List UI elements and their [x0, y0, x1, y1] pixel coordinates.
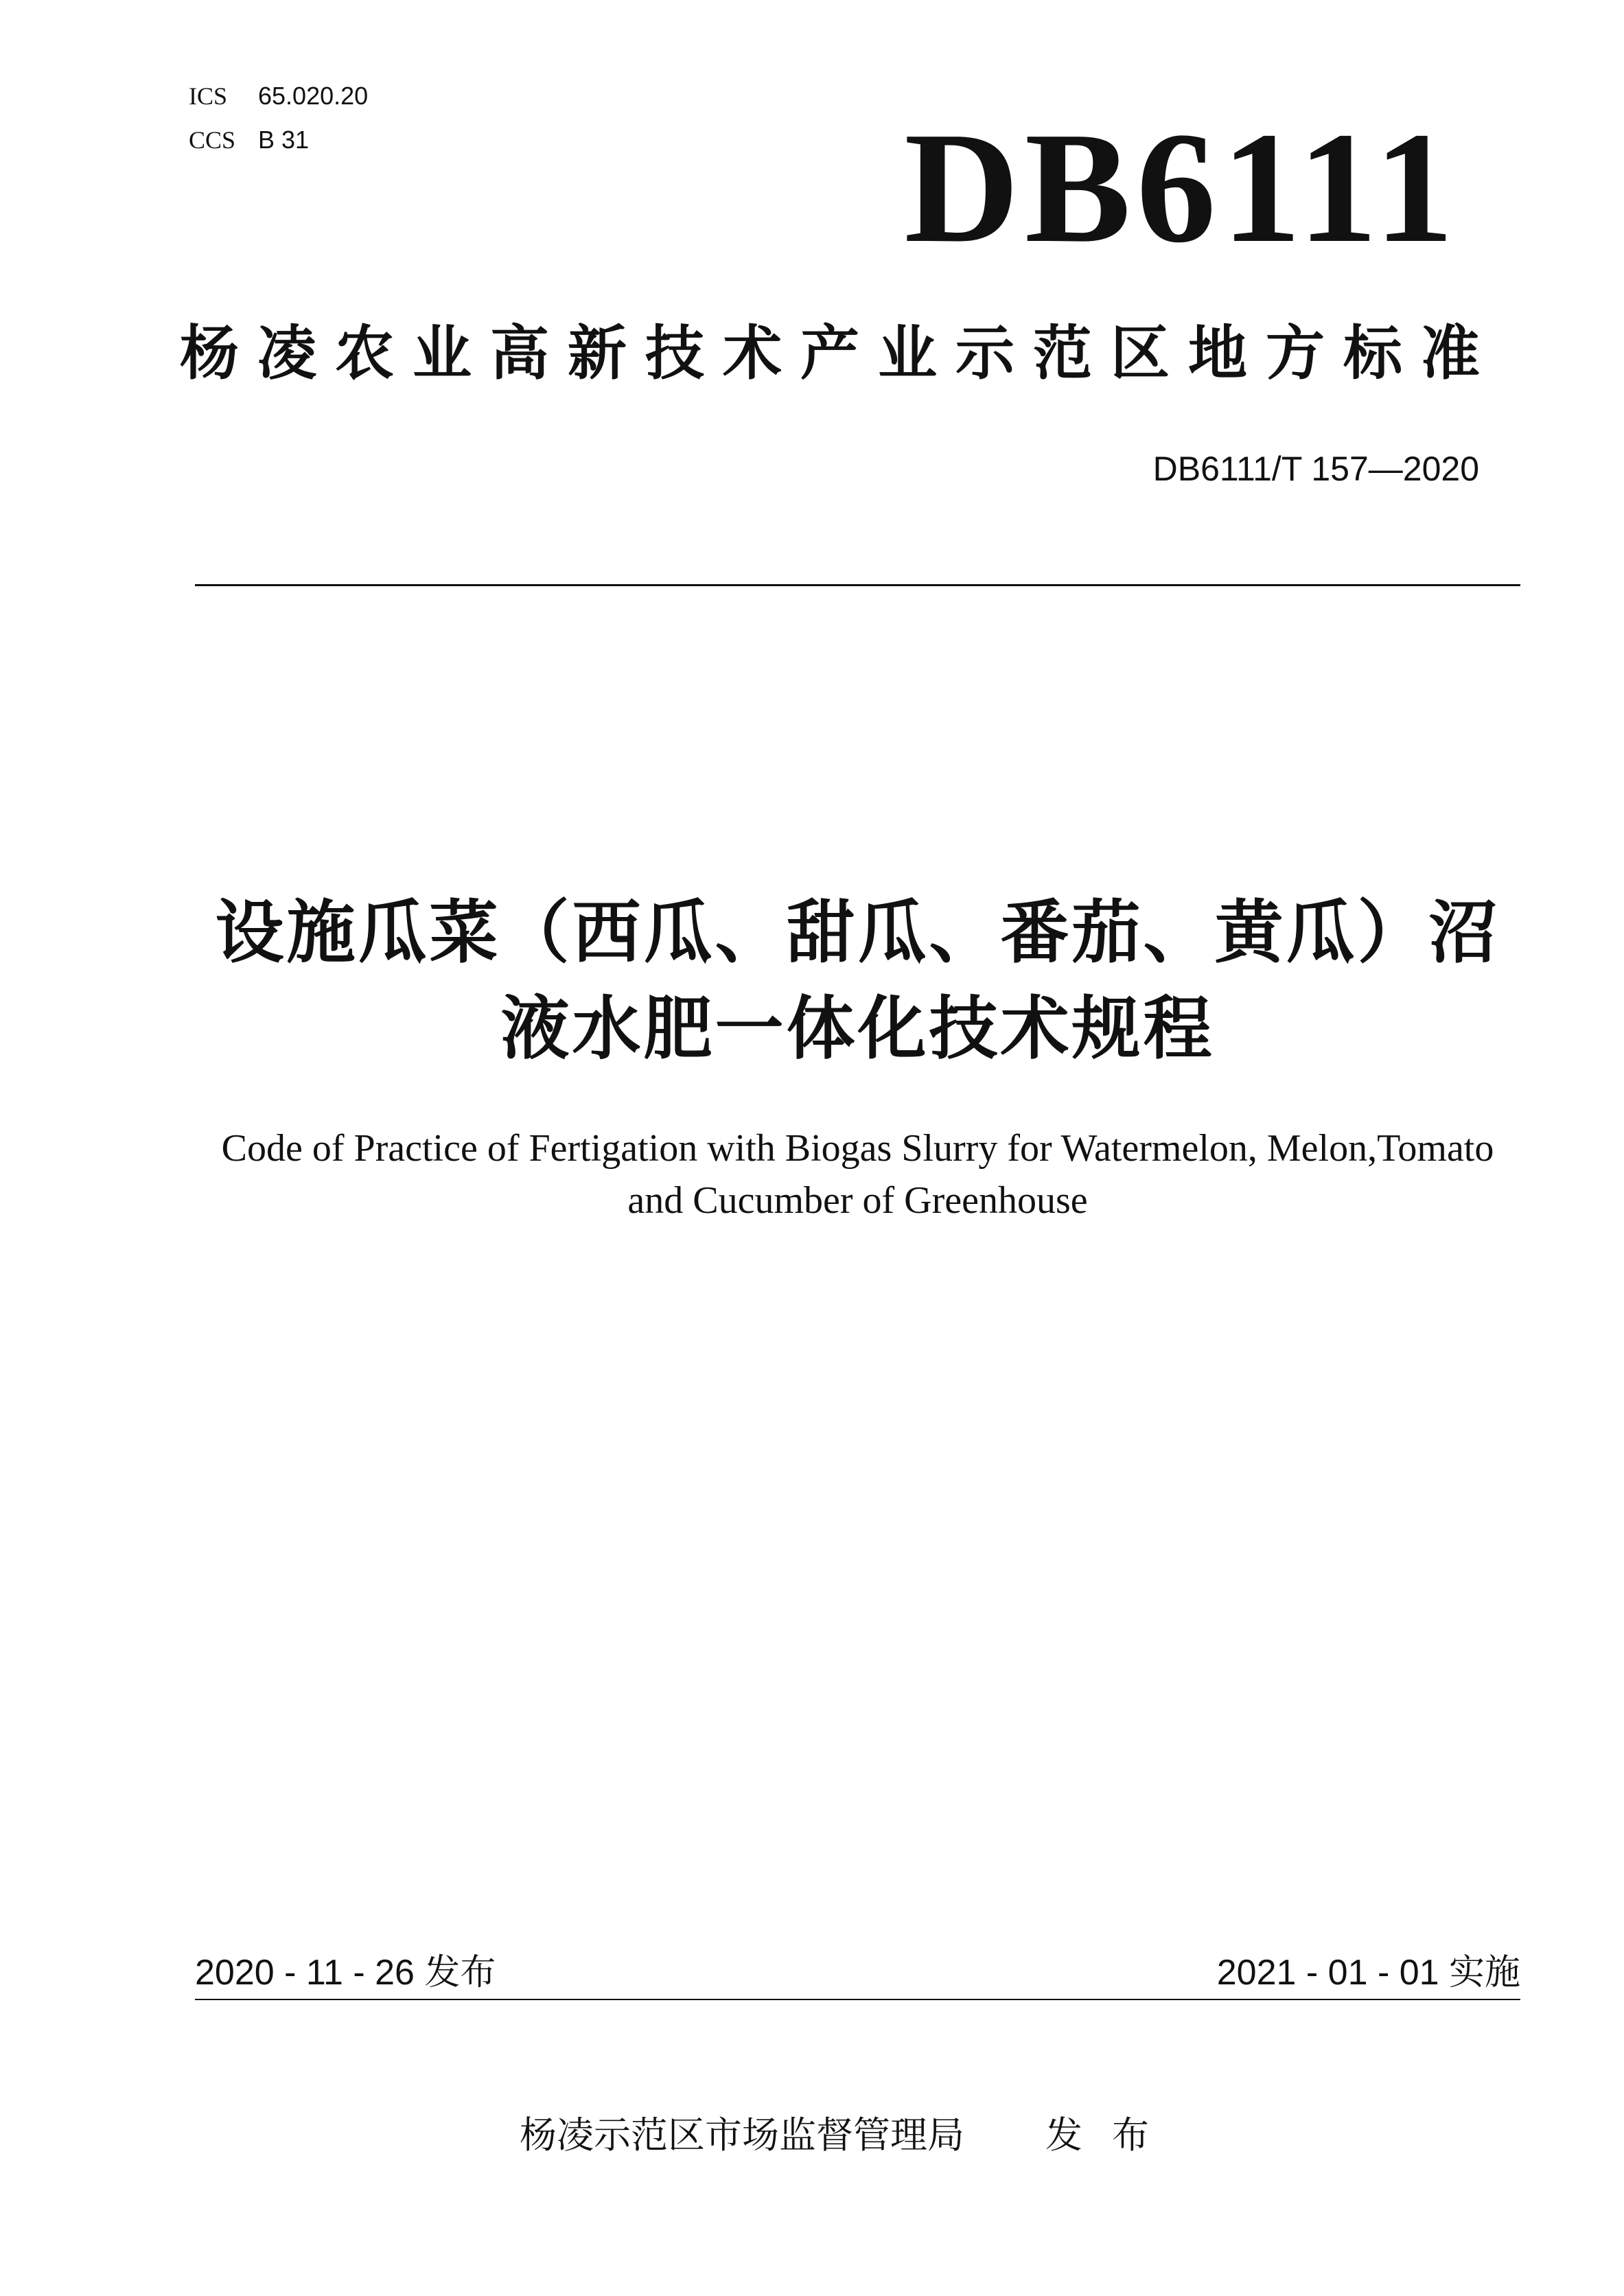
- publisher-line: [520, 2117, 1159, 2154]
- bottom-divider: [195, 1999, 1520, 2000]
- ccs-code: B 31: [258, 126, 310, 154]
- english-title-line-1: Code of Practice of Fertigation with Biogas Slurry for Watermelon, Melon,Tomato: [221, 1127, 1494, 1170]
- standard-category: 杨凌农业高新技术产业示范区地方标准: [180, 321, 1498, 386]
- ics-code-row: [189, 84, 368, 108]
- standard-logo: DB6111: [904, 100, 1459, 276]
- english-title-line-2: and Cucumber of Greenhouse: [627, 1179, 1088, 1222]
- publisher-action: 发 布: [1045, 2115, 1159, 2156]
- ccs-label: CCS: [189, 126, 236, 154]
- standard-number: DB6111/T 157—2020: [1152, 450, 1479, 488]
- ics-code: 65.020.20: [258, 82, 369, 110]
- publish-date: 2020 - 11 - 26 发布: [195, 1953, 496, 1993]
- implement-date: 2021 - 01 - 01 实施: [1216, 1953, 1520, 1993]
- ics-label: ICS: [189, 82, 228, 110]
- chinese-title-line-1: 设施瓜菜（西瓜、甜瓜、番茄、黄瓜）沼: [215, 894, 1500, 971]
- ccs-code-row: [189, 128, 309, 152]
- chinese-title-line-2: 液水肥一体化技术规程: [500, 990, 1215, 1067]
- publisher-name: 杨凌示范区市场监督管理局: [520, 2115, 964, 2156]
- top-divider: [195, 584, 1520, 586]
